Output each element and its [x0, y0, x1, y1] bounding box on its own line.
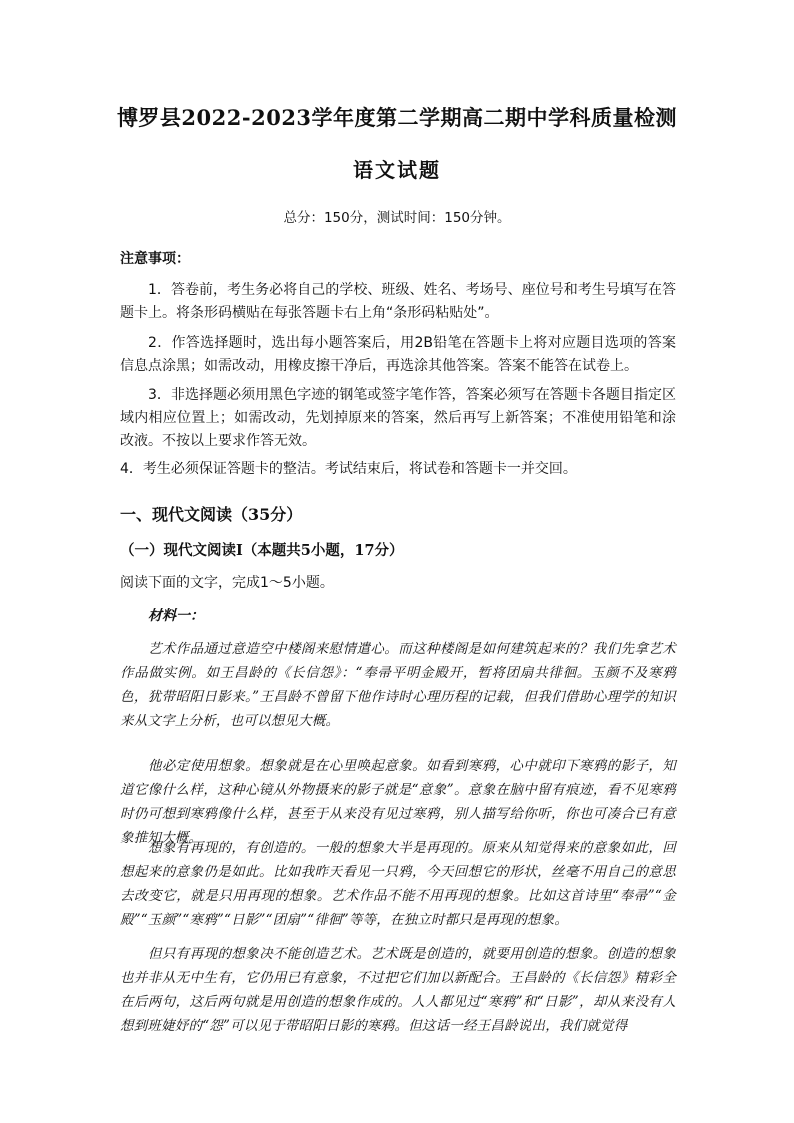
notice-item-1: 1．答卷前，考生务必将自己的学校、班级、姓名、考场号、座位号和考生号填写在答题卡上。将条形码横贴在每张答题卡右上角“条形码粘贴处”。	[120, 282, 676, 321]
reading-instruction: 阅读下面的文字，完成1～5小题。	[120, 575, 334, 591]
material-paragraph-4: 但只有再现的想象决不能创造艺术。艺术既是创造的，就要用创造的想象。创造的想象也并非从无中生有，它仍用已有意象，不过把它们加以新配合。王昌龄的《长信怨》精彩全在后两句，这后两句就是用创造的想象作成的。人人都见过“寒鸦”和“日影”，却从来没有人想到班婕妤的“怨”可以见于带昭阳日影的寒鸦。但这话一经王昌龄说出，我们就觉得	[120, 946, 676, 1034]
notice-item-4: 4．考生必须保证答题卡的整洁。考试结束后，将试卷和答题卡一并交回。	[120, 461, 577, 477]
exam-title: 博罗县2022-2023学年度第二学期高二期中学科质量检测	[116, 105, 678, 130]
notice-heading: 注意事项：	[120, 251, 190, 267]
exam-subtitle: 语文试题	[353, 158, 441, 182]
material-paragraph-2: 他必定使用想象。想象就是在心里唤起意象。如看到寒鸦，心中就印下寒鸦的影子，知道它像什么样，这种心镜从外物摄来的影子就是“意象”。意象在脑中留有痕迹，看不见寒鸦时仍可想到寒鸦像什么样，甚至于从来没有见过寒鸦，别人描写给你听，你也可凑合已有意象推知大概。	[120, 758, 676, 846]
notice-item-3: 3．非选择题必须用黑色字迹的钢笔或签字笔作答，答案必须写在答题卡各题目指定区域内相应位置上；如需改动，先划掉原来的答案，然后再写上新答案；不准使用铅笔和涂改液。不按以上要求作答无效。	[120, 387, 676, 449]
section-subheading: （一）现代文阅读Ⅰ（本题共5小题，17分）	[120, 542, 404, 559]
material-paragraph-3: 想象有再现的，有创造的。一般的想象大半是再现的。原来从知觉得来的意象如此，回想起来的意象仍是如此。比如我昨天看见一只鸦，今天回想它的形状，丝毫不用自己的意思去改变它，就是只用再现的想象。艺术作品不能不用再现的想象。比如这首诗里“奉帚”“金殿”“玉颜”“寒鸦”“日影”“团扇”“徘徊”等等，在独立时都只是再现的想象。	[120, 840, 676, 928]
material-paragraph-1: 艺术作品通过意造空中楼阁来慰情遣心。而这种楼阁是如何建筑起来的？我们先拿艺术作品做实例。如王昌龄的《长信怨》：“奉帚平明金殿开，暂将团扇共徘徊。玉颜不及寒鸦色，犹带昭阳日影来。”王昌龄不曾留下他作诗时心理历程的记载，但我们借助心理学的知识来从文字上分析，也可以想见大概。	[120, 641, 676, 729]
section-heading: 一、现代文阅读（35分）	[120, 505, 303, 524]
notice-item-2: 2．作答选择题时，选出每小题答案后，用2B铅笔在答题卡上将对应题目选项的答案信息点涂黑；如需改动，用橡皮擦干净后，再选涂其他答案。答案不能答在试卷上。	[120, 335, 676, 374]
exam-meta: 总分：150分，测试时间：150分钟。	[283, 210, 511, 226]
material-label: 材料一：	[148, 608, 204, 624]
